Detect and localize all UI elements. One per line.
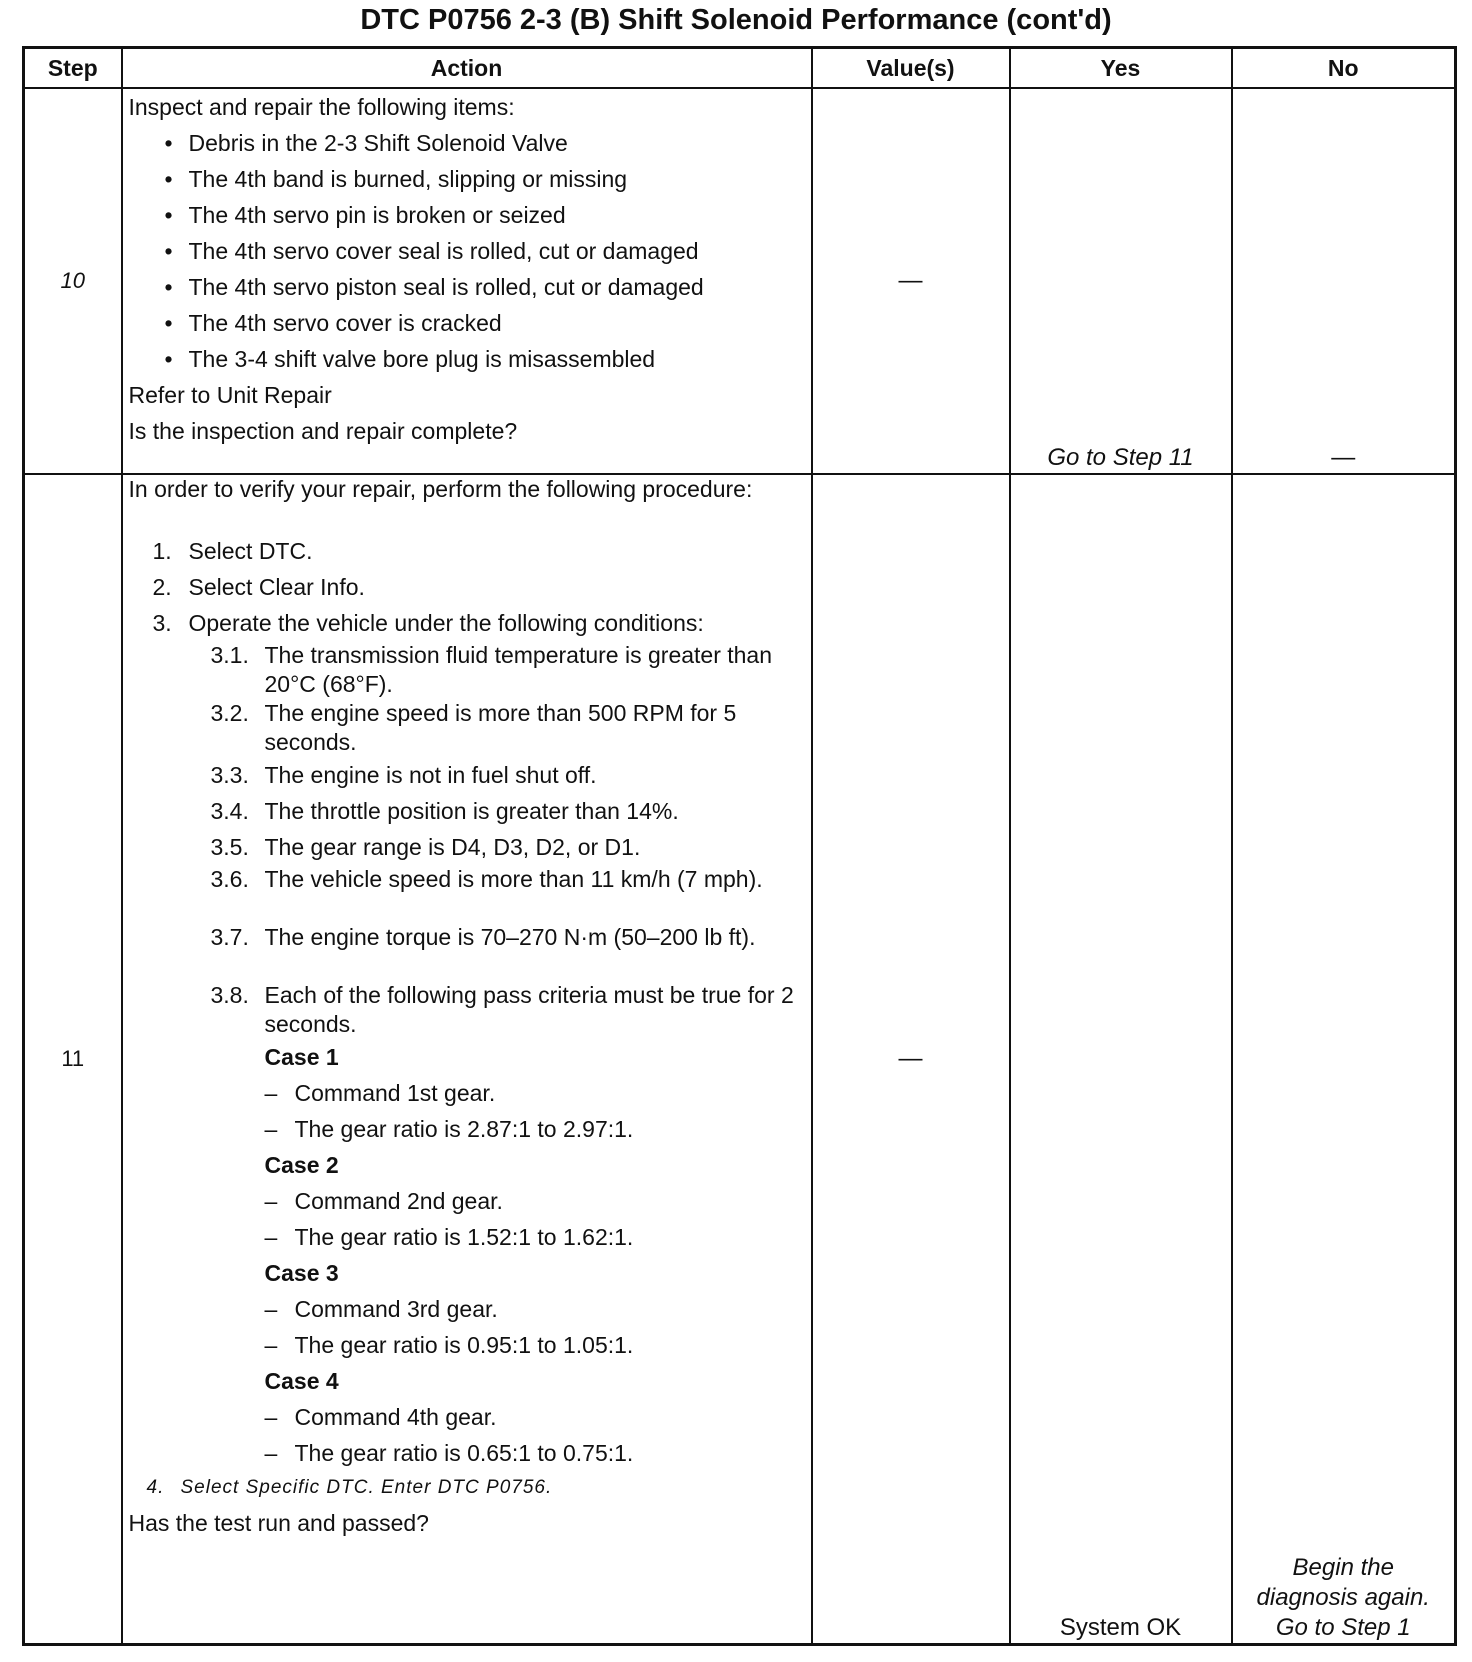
case-label: Case 2	[264, 1152, 339, 1178]
list-item: • The 3-4 shift valve bore plug is misassembled	[123, 341, 811, 377]
table-row-step-10	[24, 88, 1456, 474]
value-cell: —	[812, 474, 1010, 1645]
condition-item: 3.3. The engine is not in fuel shut off.	[210, 762, 597, 788]
list-item: 2. Select Clear Info.	[152, 574, 365, 600]
list-item: – The gear ratio is 1.52:1 to 1.62:1.	[123, 1219, 811, 1255]
list-item: 3. Operate the vehicle under the following conditions:	[152, 610, 704, 636]
no-cell	[1232, 474, 1456, 1645]
list-item: – Command 1st gear.	[123, 1075, 811, 1111]
dash-icon: –	[264, 1332, 278, 1358]
list-item: 4. Select Specific DTC. Enter DTC P0756.	[146, 1477, 553, 1498]
condition-item: 3.2. The engine speed is more than 500 RPM for 5 seconds.	[210, 700, 737, 755]
list-item: – The gear ratio is 2.87:1 to 2.97:1.	[123, 1111, 811, 1147]
page-title: DTC P0756 2-3 (B) Shift Solenoid Performance (cont'd)	[360, 4, 1112, 36]
dash-icon: –	[264, 1116, 278, 1142]
action-intro: In order to verify your repair, perform the following procedure:	[128, 476, 753, 502]
list-item: – Command 2nd gear.	[123, 1183, 811, 1219]
list-item: • Debris in the 2-3 Shift Solenoid Valve	[123, 125, 811, 161]
step-number: 11	[24, 474, 122, 1645]
no-cell: —	[1232, 88, 1456, 474]
no-line: diagnosis again.	[1256, 1584, 1430, 1611]
header-action: Action	[122, 48, 812, 89]
list-item: 1. Select DTC.	[152, 538, 313, 564]
list-item: – Command 4th gear.	[123, 1399, 811, 1435]
case-label: Case 4	[264, 1368, 339, 1394]
value-cell: —	[812, 88, 1010, 474]
bullet-icon: •	[164, 274, 173, 300]
diagnostic-table	[22, 46, 1457, 1646]
list-item: • The 4th servo pin is broken or seized	[123, 197, 811, 233]
list-item: • The 4th band is burned, slipping or missing	[123, 161, 811, 197]
no-line: Go to Step 1	[1275, 1614, 1411, 1641]
table-row-step-11	[24, 474, 1456, 1645]
case-label: Case 3	[264, 1260, 339, 1286]
condition-item: 3.8. Each of the following pass criteria must be true for 2 seconds.	[210, 982, 794, 1037]
dash-icon: –	[264, 1296, 278, 1322]
list-item: • The 4th servo cover is cracked	[123, 305, 811, 341]
header-no: No	[1232, 48, 1456, 89]
dash-icon: –	[264, 1224, 278, 1250]
condition-item: 3.7. The engine torque is 70–270 N·m (50–200 lb ft).	[210, 924, 756, 950]
bullet-icon: •	[164, 238, 173, 264]
header-yes: Yes	[1010, 48, 1232, 89]
condition-item: 3.4. The throttle position is greater than 14%.	[210, 798, 679, 824]
action-intro: Inspect and repair the following items:	[128, 94, 515, 120]
yes-cell: System OK	[1010, 474, 1232, 1645]
dash-icon: –	[264, 1440, 278, 1466]
yes-cell: Go to Step 11	[1010, 88, 1232, 474]
list-item: – The gear ratio is 0.65:1 to 0.75:1.	[123, 1435, 811, 1471]
step-number: 10	[24, 88, 122, 474]
list-item: • The 4th servo piston seal is rolled, cut or damaged	[123, 269, 811, 305]
dash-icon: –	[264, 1404, 278, 1430]
action-cell	[122, 88, 812, 474]
list-item: • The 4th servo cover seal is rolled, cut or damaged	[123, 233, 811, 269]
refer-text: Refer to Unit Repair	[128, 382, 332, 408]
header-step: Step	[24, 48, 122, 89]
header-row	[24, 48, 1456, 89]
bullet-icon: •	[164, 202, 173, 228]
case-label: Case 1	[264, 1044, 339, 1070]
header-values: Value(s)	[812, 48, 1010, 89]
condition-item: 3.6. The vehicle speed is more than 11 km/h (7 mph).	[210, 866, 763, 892]
condition-item: 3.5. The gear range is D4, D3, D2, or D1.	[210, 834, 641, 860]
list-item: – Command 3rd gear.	[123, 1291, 811, 1327]
dash-icon: –	[264, 1080, 278, 1106]
list-item: – The gear ratio is 0.95:1 to 1.05:1.	[123, 1327, 811, 1363]
dash-icon: –	[264, 1188, 278, 1214]
bullet-icon: •	[164, 166, 173, 192]
action-cell	[122, 474, 812, 1645]
condition-item: 3.1. The transmission fluid temperature is greater than 20°C (68°F).	[210, 642, 773, 697]
action-question: Has the test run and passed?	[128, 1510, 429, 1536]
bullet-icon: •	[164, 130, 173, 156]
no-line: Begin the	[1292, 1554, 1394, 1581]
action-question: Is the inspection and repair complete?	[128, 418, 518, 444]
bullet-icon: •	[164, 310, 173, 336]
bullet-icon: •	[164, 346, 173, 372]
